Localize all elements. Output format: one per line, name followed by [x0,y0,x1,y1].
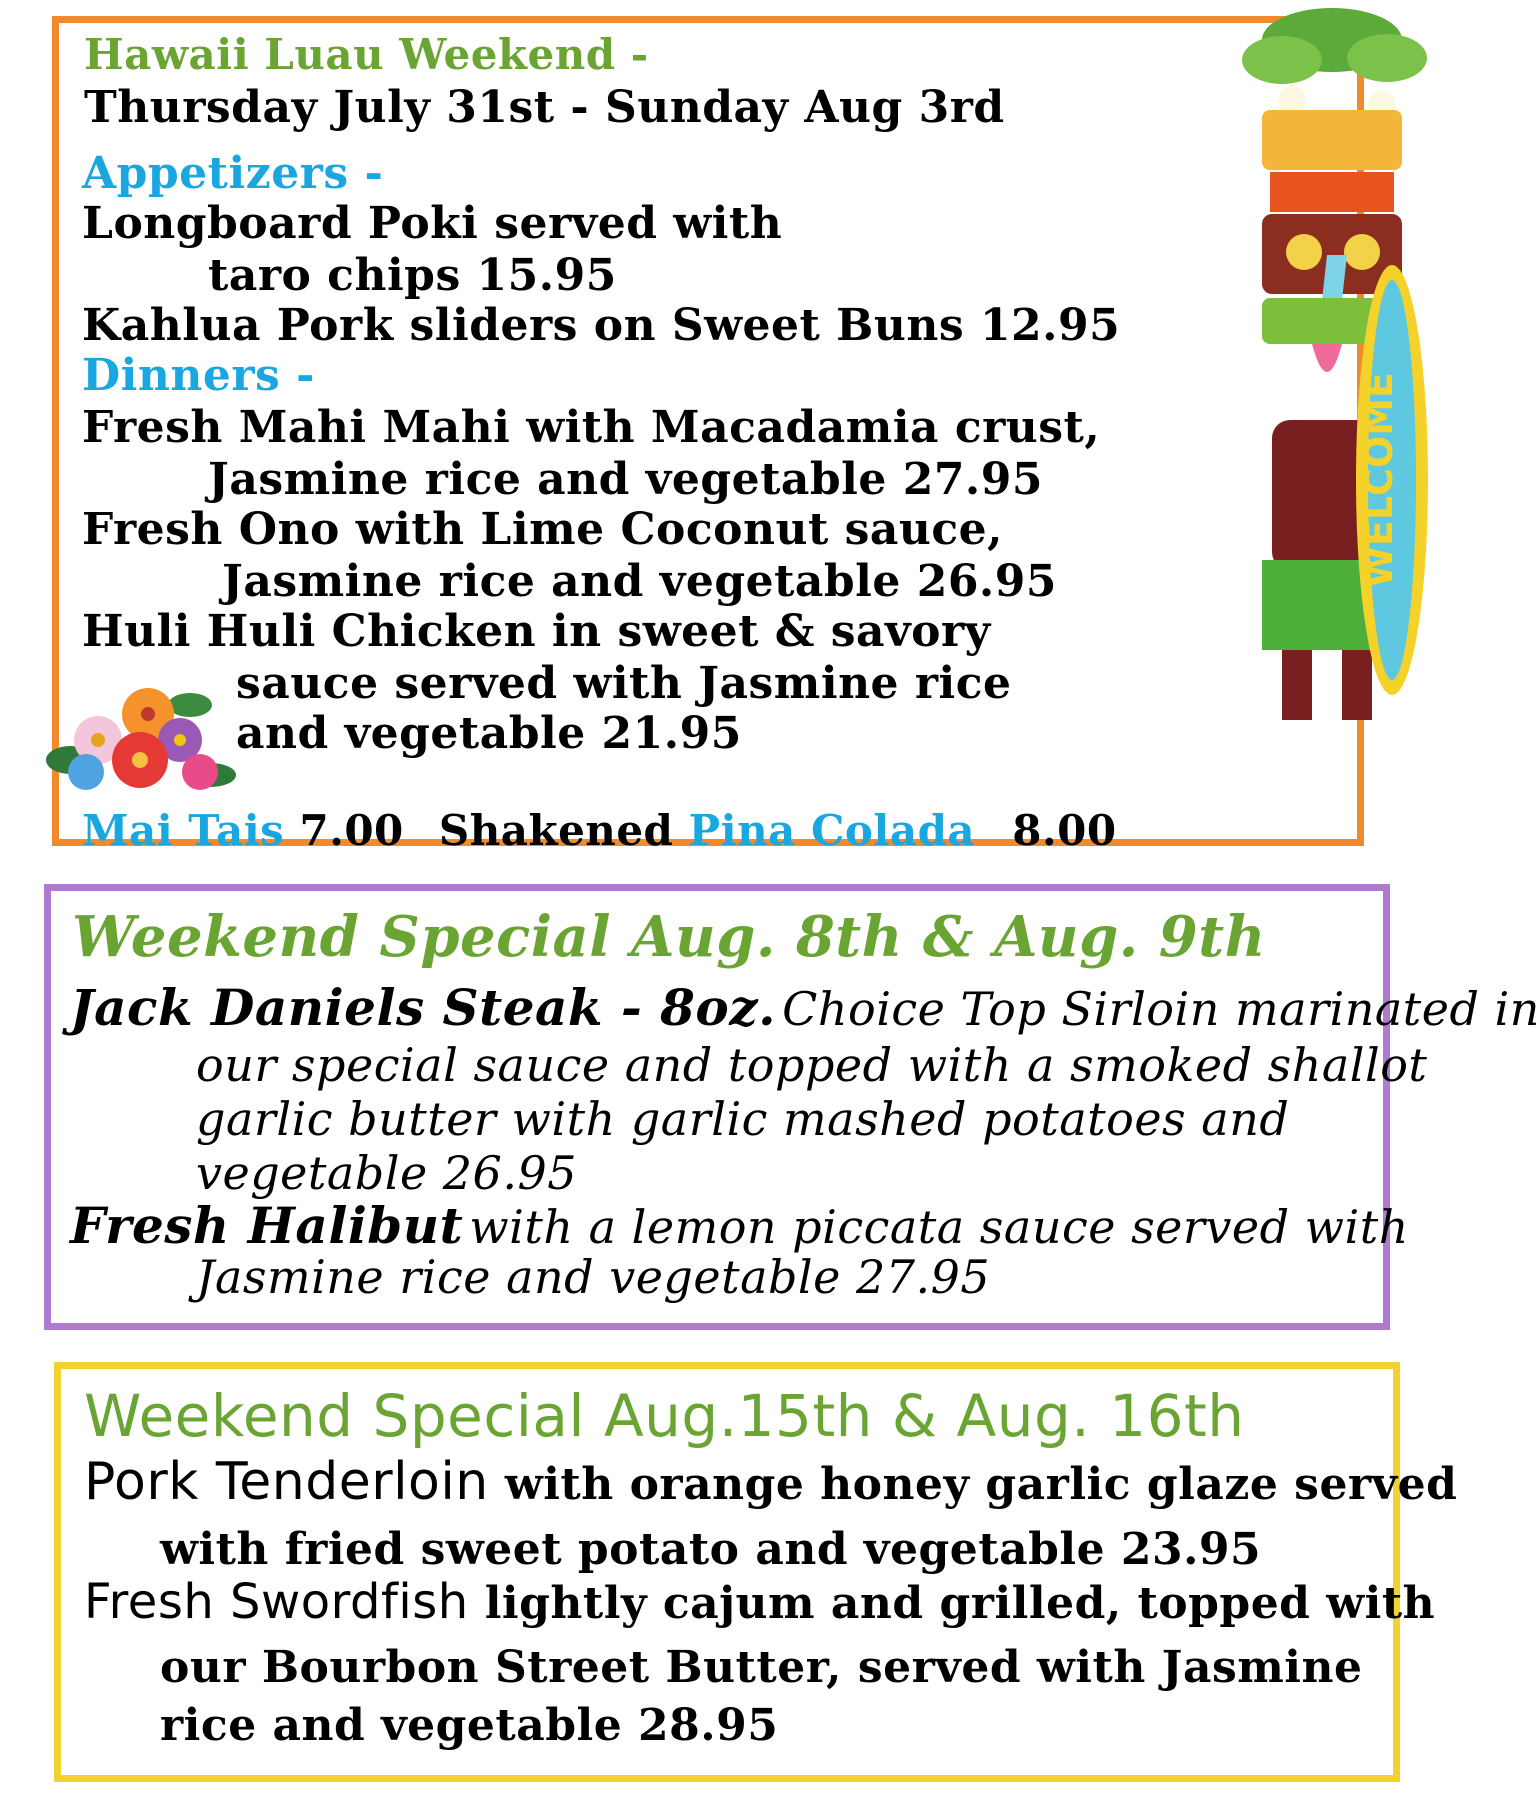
weekend2-title: Weekend Special Aug.15th & Aug. 16th [84,1382,1245,1450]
weekend1-title: Weekend Special Aug. 8th & Aug. 9th [72,904,1266,970]
dinner-1-line1: Fresh Mahi Mahi with Macadamia crust, [82,402,1101,453]
weekend1-item1-line1: Choice Top Sirloin marinated in [782,982,1540,1036]
weekend1-item2-row [70,1196,1409,1255]
dinner-3-line2: sauce served with Jasmine rice [236,658,1012,709]
pina-colada-price: 8.00 [1012,806,1117,855]
surfboard-welcome-text: WELCOME [1357,371,1401,589]
weekend2-item1-line2: with fried sweet potato and vegetable 23.95 [160,1524,1262,1575]
dinner-2-line2: Jasmine rice and vegetable 26.95 [222,556,1057,607]
weekend2-item1-line1: with orange honey garlic glaze served [504,1459,1458,1510]
appetizer-2: Kahlua Pork sliders on Sweet Buns 12.95 [82,300,1121,351]
appetizer-1-line1: Longboard Poki served with [82,198,783,249]
weekend2-item2-row [84,1574,1435,1630]
weekend1-item1-line4: vegetable 26.95 [196,1146,577,1200]
dinner-2-line1: Fresh Ono with Lime Coconut sauce, [82,504,1003,555]
weekend2-item2-line1: lightly cajum and grilled, topped with [484,1578,1436,1629]
weekend1-item1-line3: garlic butter with garlic mashed potatoes and [196,1092,1290,1146]
dinners-heading: Dinners - [82,350,315,401]
dinner-3-line1: Huli Huli Chicken in sweet & savory [82,606,991,657]
weekend1-item2-line1: with a lemon piccata sauce served with [469,1200,1409,1254]
luau-dates: Thursday July 31st - Sunday Aug 3rd [84,82,1005,133]
appetizers-heading: Appetizers - [82,148,384,199]
weekend2-item2-name: Fresh Swordfish [84,1574,469,1630]
mai-tais-price: 7.00 [299,806,404,855]
weekend2-item1-name: Pork Tenderloin [84,1452,489,1512]
dinner-1-line2: Jasmine rice and vegetable 27.95 [208,454,1043,505]
weekend1-item2-name: Fresh Halibut [70,1196,464,1255]
weekend2-item1-row [84,1452,1457,1512]
weekend2-item2-line3: rice and vegetable 28.95 [160,1700,779,1751]
weekend1-item1-name: Jack Daniels Steak - 8oz. [70,978,777,1037]
weekend1-item1-row [70,978,1540,1037]
weekend1-item2-line2: Jasmine rice and vegetable 27.95 [196,1250,991,1304]
mai-tais-label: Mai Tais [82,806,285,855]
drinks-line [82,806,1117,855]
weekend2-item2-line2: our Bourbon Street Butter, served with Jasmine [160,1642,1363,1693]
dinner-3-line3: and vegetable 21.95 [236,708,742,759]
weekend1-item1-line2: our special sauce and topped with a smoked shallot [196,1038,1428,1092]
shakened-label: Shakened [438,806,674,855]
luau-title: Hawaii Luau Weekend - [84,30,649,79]
hibiscus-flowers-icon [40,680,240,800]
tiki-mascot-icon [1222,0,1440,740]
appetizer-1-line2: taro chips 15.95 [208,250,617,301]
pina-colada-label: Pina Colada [688,806,976,855]
